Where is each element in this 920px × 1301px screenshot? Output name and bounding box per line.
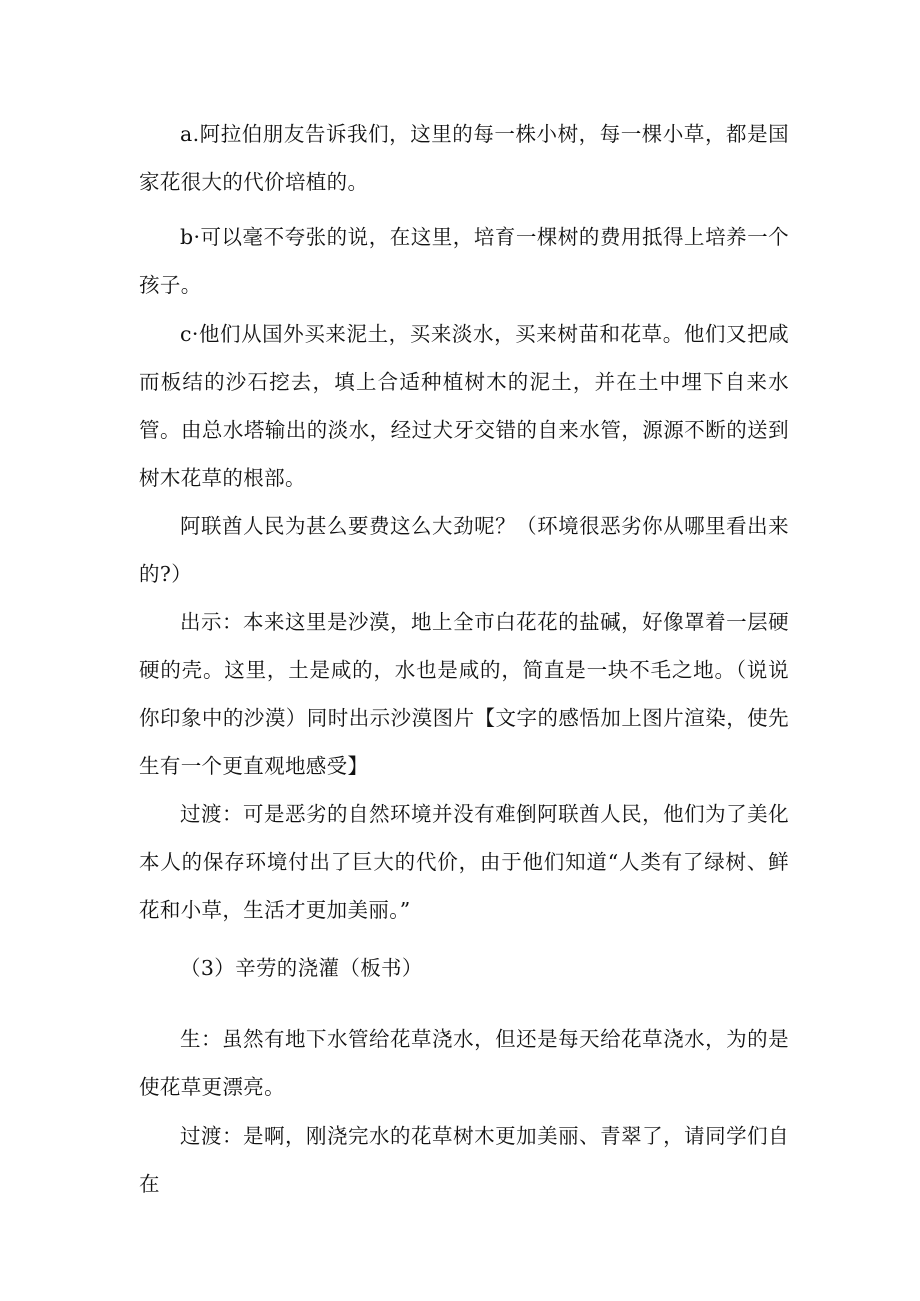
paragraph-c: c·他们从国外买来泥土，买来淡水，买来树苗和花草。他们又把咸而板结的沙石挖去，填上合适种植树木的泥土，并在土中埋下自来水管。由总水塔输出的淡水，经过犬牙交错的自来水管，源源不断的送到树木花草的根部。 xyxy=(139,322,789,490)
paragraph-question: 阿联酋人民为甚么要费这么大劲呢？（环境很恶劣你从哪里看出来的?） xyxy=(139,514,789,586)
paragraph-display: 出示：本来这里是沙漠，地上全市白花花的盐碱，好像罩着一层硬硬的壳。这里，土是咸的，水也是咸的，简直是一块不毛之地。（说说你印象中的沙漠）同时出示沙漠图片【文字的感悟加上图片渲染，使先生有一个更直观地感受】 xyxy=(139,610,789,778)
paragraph-transition-2: 过渡：是啊，刚浇完水的花草树木更加美丽、青翠了，请同学们自在 xyxy=(139,1124,789,1196)
paragraph-transition: 过渡：可是恶劣的自然环境并没有难倒阿联酋人民，他们为了美化本人的保存环境付出了巨大的代价，由于他们知道“人类有了绿树、鲜花和小草，生活才更加美丽。” xyxy=(139,802,789,922)
section-heading: （3）辛劳的浇灌（板书） xyxy=(180,956,423,980)
paragraph-a: a.阿拉伯朋友告诉我们，这里的每一株小树，每一棵小草，都是国家花很大的代价培植的。 xyxy=(139,122,789,194)
paragraph-student: 生：虽然有地下水管给花草浇水，但还是每天给花草浇水，为的是使花草更漂亮。 xyxy=(139,1027,789,1099)
paragraph-b: b·可以毫不夸张的说，在这里，培育一棵树的费用抵得上培养一个孩子。 xyxy=(139,225,789,297)
